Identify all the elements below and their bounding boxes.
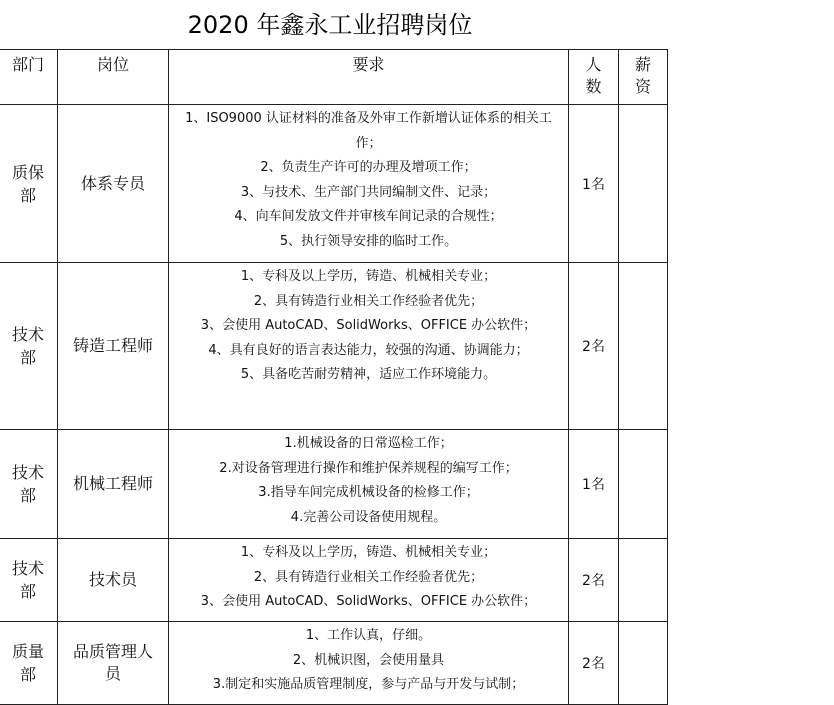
header-count <box>569 50 619 105</box>
requirement-line: 3、与技术、生产部门共同编制文件、记录； <box>240 184 497 200</box>
dept-line: 部 <box>19 665 36 684</box>
header-salary-line-1: 薪 <box>634 55 651 74</box>
requirements-cell <box>169 622 569 705</box>
dept-line: 技术 <box>11 325 44 344</box>
requirement-line: 2、负责生产许可的办理及增项工作； <box>260 160 477 175</box>
position-cell <box>58 539 169 622</box>
requirements-cell <box>169 263 569 430</box>
header-salary <box>619 50 668 105</box>
header-count-line-1: 人 <box>585 55 602 74</box>
requirement-line: 2.对设备管理进行操作和维护保养规程的编写工作； <box>219 460 518 476</box>
requirement-line: 3、会使用 AutoCAD、SolidWorks、OFFICE 办公软件； <box>200 318 537 333</box>
requirement-line: 1、工作认真，仔细。 <box>305 628 432 643</box>
header-salary-line-2: 资 <box>634 77 651 96</box>
table-header-row <box>0 50 668 105</box>
requirement-line: 1、专科及以上学历，铸造、机械相关专业； <box>240 545 497 560</box>
requirement-line: 2、具有铸造行业相关工作经验者优先； <box>253 569 484 585</box>
count-cell: 1名 <box>569 105 619 263</box>
requirement-line: 4、向车间发放文件并审核车间记录的合规性； <box>234 209 503 224</box>
requirement-line: 1、专科及以上学历，铸造、机械相关专业； <box>240 269 497 284</box>
dept-line: 部 <box>19 348 36 367</box>
table-row <box>0 263 668 430</box>
dept-line: 质保 <box>11 162 44 182</box>
position-line: 铸造工程师 <box>72 336 153 355</box>
requirement-line: 2、机械识图，会使用量具 <box>292 652 445 668</box>
dept-cell <box>0 539 58 622</box>
requirements-cell <box>169 430 569 539</box>
table-row <box>0 430 668 539</box>
requirements-cell <box>169 105 569 263</box>
requirement-line: 3.指导车间完成机械设备的检修工作； <box>258 485 479 500</box>
salary-cell <box>619 539 668 622</box>
requirement-line: 1、ISO9000 认证材料的准备及外审工作新增认证体系的相关工 <box>185 111 552 126</box>
position-line: 机械工程师 <box>72 474 153 493</box>
dept-line: 部 <box>19 486 36 505</box>
salary-cell <box>619 622 668 705</box>
requirement-line: 作； <box>355 135 382 151</box>
requirement-line: 2、具有铸造行业相关工作经验者优先； <box>253 293 484 309</box>
position-cell <box>58 105 169 263</box>
count-cell: 2名 <box>569 263 619 430</box>
dept-line: 部 <box>19 185 36 205</box>
count-cell: 2名 <box>569 539 619 622</box>
page-title: 2020 年鑫永工业招聘岗位 <box>187 11 473 39</box>
position-line: 品质管理人 <box>72 642 153 661</box>
requirements-cell <box>169 539 569 622</box>
recruitment-table <box>0 49 668 705</box>
requirement-line: 3、会使用 AutoCAD、SolidWorks、OFFICE 办公软件； <box>200 594 537 609</box>
requirement-line: 4、具有良好的语言表达能力，较强的沟通、协调能力； <box>208 342 529 358</box>
requirement-line: 5、具备吃苦耐劳精神，适应工作环境能力。 <box>240 367 497 382</box>
dept-cell <box>0 105 58 263</box>
dept-line: 部 <box>19 582 36 601</box>
dept-line: 技术 <box>11 559 44 578</box>
dept-cell <box>0 263 58 430</box>
salary-cell <box>619 430 668 539</box>
requirement-line: 4.完善公司设备使用规程。 <box>290 509 447 525</box>
dept-line: 质量 <box>11 642 44 661</box>
header-position: 岗位 <box>58 50 169 105</box>
position-cell <box>58 430 169 539</box>
requirement-line: 5、执行领导安排的临时工作。 <box>279 233 458 249</box>
header-requirements: 要求 <box>169 50 569 105</box>
dept-line: 技术 <box>11 463 44 482</box>
position-cell <box>58 622 169 705</box>
table-row <box>0 539 668 622</box>
position-line: 技术员 <box>88 570 137 589</box>
count-cell: 1名 <box>569 430 619 539</box>
header-dept: 部门 <box>0 50 58 105</box>
requirement-line: 3.制定和实施品质管理制度，参与产品与开发与试制； <box>212 677 525 692</box>
dept-cell <box>0 622 58 705</box>
table-row <box>0 622 668 705</box>
count-cell: 2名 <box>569 622 619 705</box>
position-line: 员 <box>104 664 121 683</box>
dept-cell <box>0 430 58 539</box>
position-cell <box>58 263 169 430</box>
header-count-line-2: 数 <box>585 77 602 96</box>
salary-cell <box>619 105 668 263</box>
salary-cell <box>619 263 668 430</box>
requirement-line: 1.机械设备的日常巡检工作； <box>284 436 453 451</box>
position-line: 体系专员 <box>80 173 145 193</box>
table-row <box>0 105 668 263</box>
